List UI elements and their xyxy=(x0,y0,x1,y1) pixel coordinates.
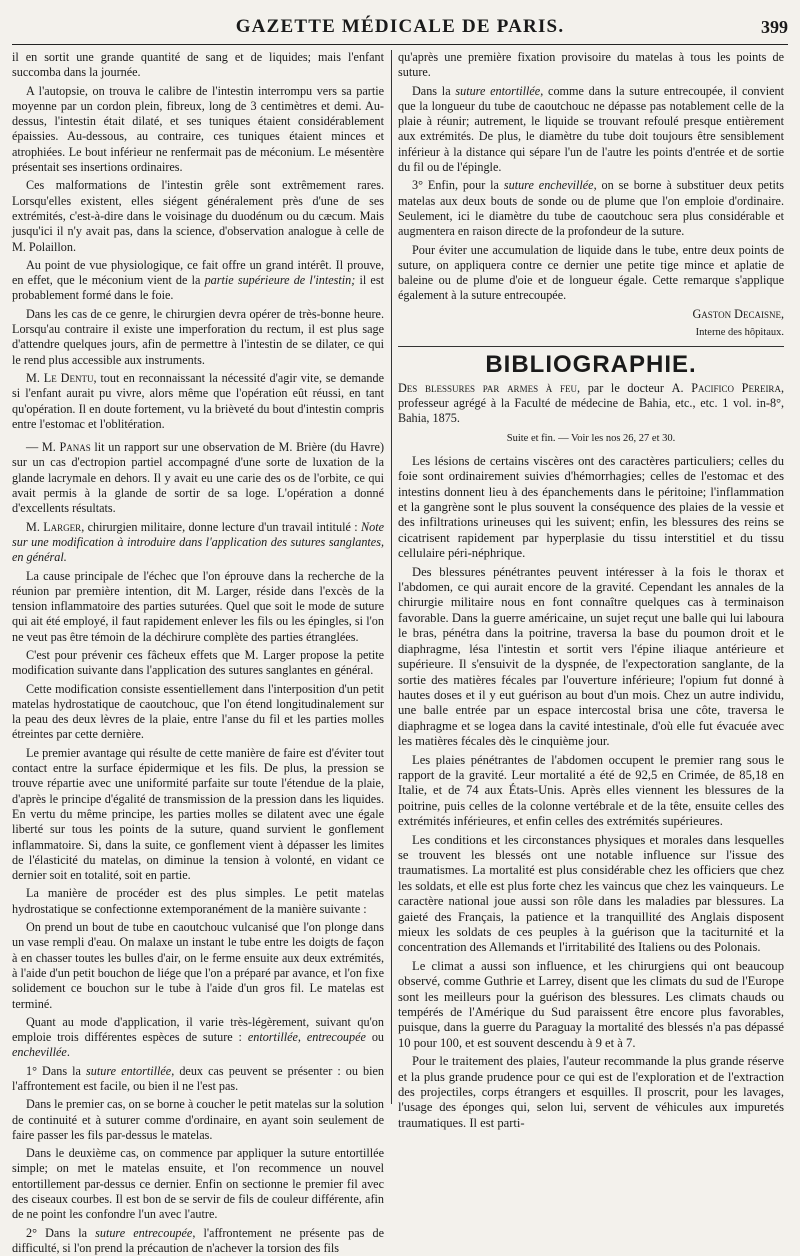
paragraph: qu'après une première fixation provisoire du matelas à tous les points de suture. xyxy=(398,50,784,80)
paragraph: Au point de vue physiologique, ce fait offre un grand intérêt. Il prouve, en effet, que le méconium vient de la partie supérieure de l'intestin; il est probablement formé dans le foie. xyxy=(12,257,384,303)
paragraph: Pour le traitement des plaies, l'auteur recommande la plus grande réserve et la plus grande prudence pour ce qui est de l'exploration et de l'extraction des projectiles, corps étrangers et esquilles. Il proscrit, pour les lavages, l'usage des éponges qui, selon lui, servent de véhicules aux impuretés traumatiques. Il est parti- xyxy=(398,1054,784,1130)
section-heading: BIBLIOGRAPHIE. xyxy=(485,351,697,379)
paragraph: Dans les cas de ce genre, le chirurgien devra opérer de très-bonne heure. Lorsqu'au contraire il existe une imperforation du rectum, il est plus sage d'attendre quelques jours, afin de permettre à l'intestin de se dilater, ce qui le rend plus accessible aux instruments. xyxy=(12,306,384,367)
paragraph: M. Le Dentu, tout en reconnaissant la nécessité d'agir vite, se demande si l'enfant aurait pu vivre, alors même que l'opération eût réussi, en tant qu'opération. Il en doute fortement, vu la brièveté du bout d'intestin compris entre l'estomac et l'oblitération. xyxy=(12,370,384,431)
paragraph: C'est pour prévenir ces fâcheux effets que M. Larger propose la petite modification suivante dans l'application des sutures sanglantes en général. xyxy=(12,647,384,678)
paragraph: Quant au mode d'application, il varie très-légèrement, suivant qu'on emploie trois différentes espèces de suture : entortillée, entrecoupée ou enchevillée. xyxy=(12,1014,385,1060)
paragraph: Les plaies pénétrantes de l'abdomen occupent le premier rang sous le rapport de la gravité. Leur mortalité a été de 92,5 en Crimée, de 85,18 en Italie, et de 74 aux États-Unis. Après elles viennent les blessures de la poitrine, puis celles de la colonne vertébrale et de la tête, ensuite celles des extrémités inférieures, et enfin celles des extrémités supérieures. xyxy=(398,752,784,829)
paragraph: Le premier avantage qui résulte de cette manière de faire est d'éviter tout contact entre la surface épidermique et les fils. De plus, la pression se trouve répartie avec une uniformité parfaite sur toute l'étendue de la plaie, d'après le principe d'égalité de transmission de la pression dans les liquides. En vertu du même principe, les parties molles se dilatent avec une égale liberté sur tous les points de la suture, quand survient le gonflement inflammatoire. Si, dans la suite, ce gonflement vient à dépasser les limites de l'élasticité du matelas, on diminue la tension à volonté, en vidant ce dernier soit en totalité, soit en partie. xyxy=(12,745,384,883)
book-reference: Des blessures par armes à feu, par le docteur A. Pacifico Pereira, professeur agrégé à la Faculté de médecine de Bahia, etc., etc. 1 vol. in-8°, Bahia, 1875. xyxy=(398,380,784,426)
paragraph: 3° Enfin, pour la suture enchevillée, on se borne à substituer deux petits matelas aux deux bouts de sonde ou de plume que l'on emploie d'ordinaire. Seulement, ici le diamètre du tube de caoutchouc sera plus considérable et augmentera en raison directe de la profondeur de la suture. xyxy=(398,178,784,239)
paragraph: Les lésions de certains viscères ont des caractères particuliers; celles du foie sont ordinairement suivies d'hémorrhagies; celles de l'estomac et des intestins donnent lieu à des épanchements dans le péritoine; l'inflammation et la gangrène sont le plus souvent la conséquence des plaies de la vessie et des infiltrations urineuses qui les suivent; enfin, les blessures des reins se cicatrisent rapidement par hyperplasie du tissu interstitiel et du tissu cellulaire péri-néphrique. xyxy=(398,453,784,561)
paragraph: Pour éviter une accumulation de liquide dans le tube, entre deux points de suture, on appliquera contre ce dernier une petite tige mince et aplatie de baleine ou de plume d'oie et de longueur égale. Cette remarque s'applique également à la suture entrecoupée. xyxy=(398,242,784,303)
right-column xyxy=(398,50,785,1130)
journal-title: GAZETTE MÉDICALE DE PARIS. xyxy=(235,16,565,37)
paragraph: A l'autopsie, on trouva le calibre de l'intestin interrompu vers sa partie moyenne par un cordon plein, fibreux, long de 3 centimètres et demi. Au-dessus, l'intestin était dilaté, et ses tuniques étaient considérablement épaissies. Au-dessous, au contraire, ces tuniques étaient minces et atrophiées. Le bout inférieur ne renfermait pas de méconium. Le mésentère présentait ses insertions ordinaires. xyxy=(12,83,384,175)
paragraph: La manière de procéder est des plus simples. Le petit matelas hydrostatique se confectionne extemporanément de la manière suivante : xyxy=(12,886,384,916)
author-title: Interne des hôpitaux. xyxy=(695,327,784,339)
paragraph: M. Larger, chirurgien militaire, donne lecture d'un travail intitulé : Note sur une modification à introduire dans l'application des sutures sanglantes, en général. xyxy=(12,519,384,565)
page-header xyxy=(12,14,788,45)
paragraph: La cause principale de l'échec que l'on éprouve dans la recherche de la réunion par première intention, dit M. Larger, réside dans l'excès de la tension inflammatoire des parties suturées. Quel que soit le mode de suture qui ait été employé, il faut rapidement enlever les fils ou les épingles, si l'on ne veut pas être témoin de la déchirure complète des parties étranglées. xyxy=(12,568,384,644)
paragraph: Dans le deuxième cas, on commence par appliquer la suture entortillée simple; on met le matelas ensuite, et l'on recommence un nouvel entortillement par-dessus ce dernier. Enfin on sectionne le premier fil avec des ciseaux courbes. Il est bon de se servir de fils de couleur différente, afin de ne point les confondre l'un avec l'autre. xyxy=(12,1146,384,1222)
page-number: 399 xyxy=(761,17,788,37)
paragraph: — M. Panas lit un rapport sur une observation de M. Brière (du Havre) sur un cas d'ectropion partiel accompagné d'une sorte de luxation de la glande lacrymale en dehors. Il y avait eu une carie des os de l'orbite, ce qui avait permis à la glande de sortir de sa loge. L'opération a donné d'excellents résultats. xyxy=(12,440,384,516)
paragraph: Cette modification consiste essentiellement dans l'interposition d'un petit matelas hydrostatique de caoutchouc, que l'on étend longitudinalement sur la peau des deux lèvres de la plaie, entre l'anse du fil et les parties molles étreintes par cette dernière. xyxy=(12,681,384,742)
paragraph: Ces malformations de l'intestin grêle sont extrêmement rares. Lorsqu'elles existent, elles siégent généralement près d'une de ses extrémités, c'est-à-dire dans le voisinage du duodénum ou du cæcum. Mais jusqu'ici il n'y avait pas, dans la science, d'observation analogue à celle de M. Polaillon. xyxy=(12,178,384,254)
paragraph: Le climat a aussi son influence, et les chirurgiens qui ont beaucoup observé, comme Guthrie et Larrey, disent que les climats du sud de l'Europe sont les meilleurs pour la guérison des blessures. Les climats chauds ou tempérés de l'Amérique du Sud paraissent être encore plus favorables, puisque, dans la guerre du Paraguay la mortalité des blessés n'a pas dépassé 10 pour 100, et est souvent descendu à 9 et à 7. xyxy=(398,958,784,1050)
paragraph: 1° Dans la suture entortillée, deux cas peuvent se présenter : ou bien l'affrontement est facile, ou bien il ne l'est pas. xyxy=(12,1063,385,1093)
paragraph: On prend un bout de tube en caoutchouc vulcanisé que l'on plonge dans un vase rempli d'eau. On malaxe un instant le tube entre les doigts de façon à en chasser toutes les bulles d'air, on le ferme ensuite aux deux extrémités, à l'aide d'un petit bouchon de liége que l'on a préparé par avance, et l'on fixe solidement ce bouchon sur le tube à l'aide d'un gros fil. Le matelas est terminé. xyxy=(12,920,384,1011)
continuation-note: Suite et fin. — Voir les nos 26, 27 et 30. xyxy=(506,432,676,444)
paragraph: Les conditions et les circonstances physiques et morales dans lesquelles se trouvent les blessés ont une notable influence sur l'issue des traumatismes. La mortalité est plus considérable chez les officiers que chez les soldats, et elle est plus forte chez les vaincus que chez les vainqueurs. Le caractère national joue aussi son rôle dans les maladies par blessures. La gaieté des Français, la patience et la tranquillité des Anglais disposent mieux les soldats de ces peuples à la guérison que la taciturnité et la concentration des Allemands et l'irritabilité des Italiens ou des Polonais. xyxy=(398,832,784,955)
column-divider xyxy=(391,50,392,1104)
left-column xyxy=(12,50,385,1255)
paragraph: 2° Dans la suture entrecoupée, l'affrontement ne présente pas de difficulté, si l'on prend la précaution de n'achever la torsion des fils xyxy=(12,1225,385,1255)
paragraph: Des blessures pénétrantes peuvent intéresser à la fois le thorax et l'abdomen, ce qui aurait encore de la gravité. Cependant les annales de la chirurgie militaire nous en font connaître quelques cas à terminaison favorable. Dans la guerre américaine, un sujet reçut une balle qui lui laboura le bras, pénétra dans la poitrine, traversa la base du poumon droit et le diaphragme, lésa l'intestin et sortit vers l'épine iliaque antérieure et supérieure. Il s'ensuivit de la dyspnée, de l'expectoration sanglante, de la sortie des matières fécales par l'ouverture inférieure; l'opium fut donné à hautes doses et il y eut guérison au bout d'un mois. Chez un autre individu, une balle entrée par un espace intercostal brisa une côte, traversa le diaphragme et se logea dans la cavité intestinale, d'où elle fut évacuée avec les matières fécales dès le cinquième jour. xyxy=(398,564,784,749)
paragraph: il en sortit une grande quantité de sang et de liquides; mais l'enfant succomba dans la journée. xyxy=(12,50,384,80)
author-signature: Gaston Decaisne, xyxy=(692,306,784,321)
paragraph: Dans la suture entortillée, comme dans la suture entrecoupée, il convient que la longueur du tube de caoutchouc ne dépasse pas notablement celle de la plaie à réunir; autrement, le liquide se trouvant refoulé presque entièrement aux extrémités. De plus, le diamètre du tube doit toujours être sensiblement inférieur à la distance qui sépare l'un de l'autre les points d'entrée et de sortie du fil ou de l'épingle. xyxy=(398,83,785,175)
section-rule xyxy=(398,346,784,347)
paragraph: Dans le premier cas, on se borne à coucher le petit matelas sur la solution de continuité et à suturer comme d'ordinaire, en ayant soin seulement de faire passer les fils par-dessus le matelas. xyxy=(12,1097,384,1142)
